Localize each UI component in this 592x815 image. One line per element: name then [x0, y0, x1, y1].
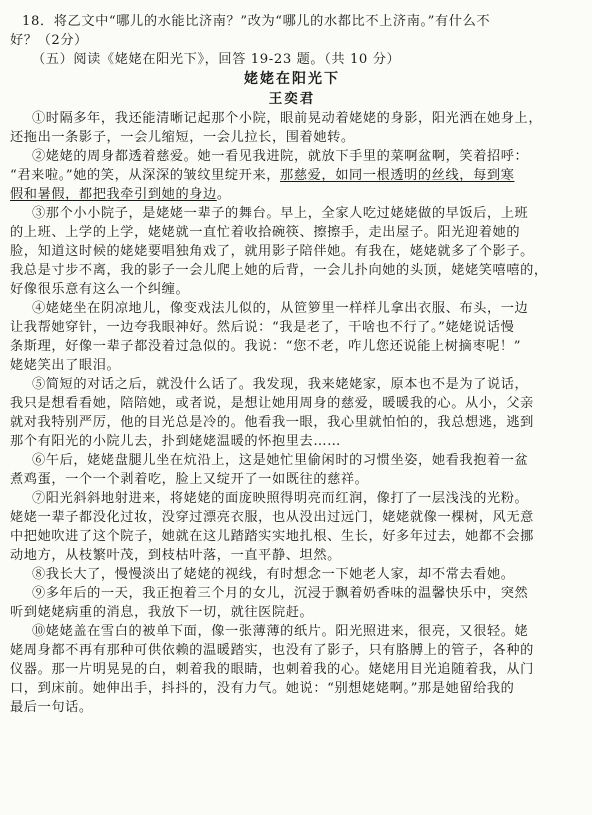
paragraph-line: 中把她吹进了这个院子，她就在这儿踏踏实实地扎根、生长，好多年过去，她都不会挪 — [10, 529, 534, 544]
paragraph-line: ⑤简短的对话之后，就没什么话了。我发现，我来姥姥家，原本也不是为了说话， — [32, 377, 529, 392]
section-heading: （五）阅读《姥姥在阳光下》，回答 19-23 题。（共 10 分） — [32, 52, 401, 67]
paragraph-text: 。 — [216, 187, 231, 202]
paragraph-line: 条斯理，好像一辈子都没着过急似的。我说：“您不老，咋儿您还说能上树摘枣呢！” — [10, 339, 522, 354]
paragraph-2 — [10, 147, 574, 204]
paragraph-line: ⑦阳光斜斜地射进来，将姥姥的面庞映照得明亮而红润，像打了一层浅浅的光粉。 — [32, 491, 529, 506]
paragraph-line: 好像很乐意有这么一个纠缠。 — [10, 282, 190, 297]
paragraph-line: 姥姥笑出了眼泪。 — [10, 358, 121, 373]
paragraph-line: ⑩姥姥盖在雪白的被单下面，像一张薄薄的纸片。阳光照进来，很亮，又很轻。姥 — [32, 624, 529, 639]
paragraph-10 — [10, 622, 574, 717]
paragraph-line: 口，到床前。她伸出手，抖抖的，没有力气。她说：“别想姥姥啊。”那是她留给我的 — [10, 681, 515, 696]
paragraph-line: 姥周身都不再有那种可供依赖的温暖踏实，也没有了影子，只有胳膊上的管子，各种的 — [10, 643, 534, 658]
paragraph-8 — [10, 565, 574, 584]
paragraph-line: ②姥姥的周身都透着慈爱。她一看见我进院，就放下手里的菜啊盆啊，笑着招呼： — [32, 149, 529, 164]
paragraph-line: ①时隔多年，我还能清晰记起那个小院，眼前晃动着姥姥的身影，阳光洒在她身上， — [32, 111, 543, 126]
paragraph-line: 脸，知道这时候的姥姥要唱独角戏了，就用影子陪伴她。有我在，姥姥就多了个影子。 — [10, 244, 534, 259]
question-18 — [10, 12, 574, 50]
paragraph-line: 让我帮她穿针，一边夸我眼神好。然后说：“我是老了，干啥也不行了。”姥姥说话慢 — [10, 320, 515, 335]
paragraph-text: “君来啦。”她的笑，从深深的皱纹里绽开来， — [10, 168, 281, 183]
paragraph-line: 的上班、上学的上学，姥姥就一直忙着收拾碗筷、擦擦手，走出屋子。阳光迎着她的 — [10, 225, 521, 240]
paragraph-line: 动地方，从枝繁叶茂，到枝枯叶落，一直平静、坦然。 — [10, 548, 341, 563]
paragraph-line: 仪器。那一片明晃晃的白，刺着我的眼睛，也刺着我的心。姥姥用目光追随着我，从门 — [10, 662, 534, 677]
underlined-sentence: 那慈爱，如同一根透明的丝线，每到寒 — [280, 168, 515, 183]
paragraph-4 — [10, 299, 574, 375]
article-author: 王奕君 — [268, 91, 316, 107]
paragraph-line — [10, 185, 574, 204]
paragraph-line: ③那个小小院子，是姥姥一辈子的舞台。早上，全家人吃过姥姥做的早饭后，上班 — [32, 206, 529, 221]
underlined-sentence: 假和暑假，都把我牵引到她的身边 — [10, 187, 217, 202]
paragraph-line: 我总是寸步不离，我的影子一会儿爬上她的后背，一会儿扑向她的头顶，姥姥笑嘻嘻的， — [10, 263, 548, 278]
paragraph-line: 最后一句话。 — [10, 700, 93, 715]
paragraph-line: ⑧我长大了，慢慢淡出了姥姥的视线，有时想念一下她老人家，却不常去看她。 — [32, 567, 515, 582]
paragraph-line: 煮鸡蛋，一个一个剥着吃，脸上又绽开了一如既往的慈祥。 — [10, 472, 369, 487]
paragraph-line: 就对我特别严厉，他的目光总是冷的。他看我一眼，我心里就怕怕的，我总想逃，逃到 — [10, 415, 534, 430]
paragraph-line: 姥姥一辈子都没化过妆，没穿过漂亮衣服，也从没出过远门，姥姥就像一棵树，风无意 — [10, 510, 534, 525]
paragraph-line: 还拖出一条影子，一会儿缩短，一会儿拉长，围着她转。 — [10, 130, 355, 145]
paragraph-line: 那个有阳光的小院儿去，扑到姥姥温暖的怀抱里去…… — [10, 434, 341, 449]
paragraph-1 — [10, 109, 574, 147]
paragraph-3 — [10, 204, 574, 299]
paragraph-line — [10, 166, 574, 185]
paragraph-line: ⑥午后，姥姥盘腿儿坐在炕沿上，这是她忙里偷闲时的习惯坐姿，她看我抱着一盆 — [32, 453, 529, 468]
question-18-line-2: 好？（2分） — [10, 33, 88, 48]
paragraph-6 — [10, 451, 574, 489]
paragraph-line: ⑨多年后的一天，我正抱着三个月的女儿，沉浸于飘着奶香味的温馨快乐中，突然 — [32, 586, 529, 601]
paragraph-7 — [10, 489, 574, 565]
question-18-line-1: 18．将乙文中“哪儿的水能比济南？”改为“哪儿的水都比不上济南。”有什么不 — [22, 14, 491, 29]
paragraph-5 — [10, 375, 574, 451]
paragraph-line: 我只是想看看她，陪陪她，或者说，是想让她用周身的慈爱，暖暖我的心。从小，父亲 — [10, 396, 534, 411]
paragraph-line: 听到姥姥病重的消息，我放下一切，就往医院赶。 — [10, 605, 314, 620]
paragraph-line: ④姥姥坐在阴凉地儿，像变戏法儿似的，从笸箩里一样样儿拿出衣服、布头，一边 — [32, 301, 529, 316]
article-title: 姥姥在阳光下 — [244, 71, 340, 87]
paragraph-9 — [10, 584, 574, 622]
